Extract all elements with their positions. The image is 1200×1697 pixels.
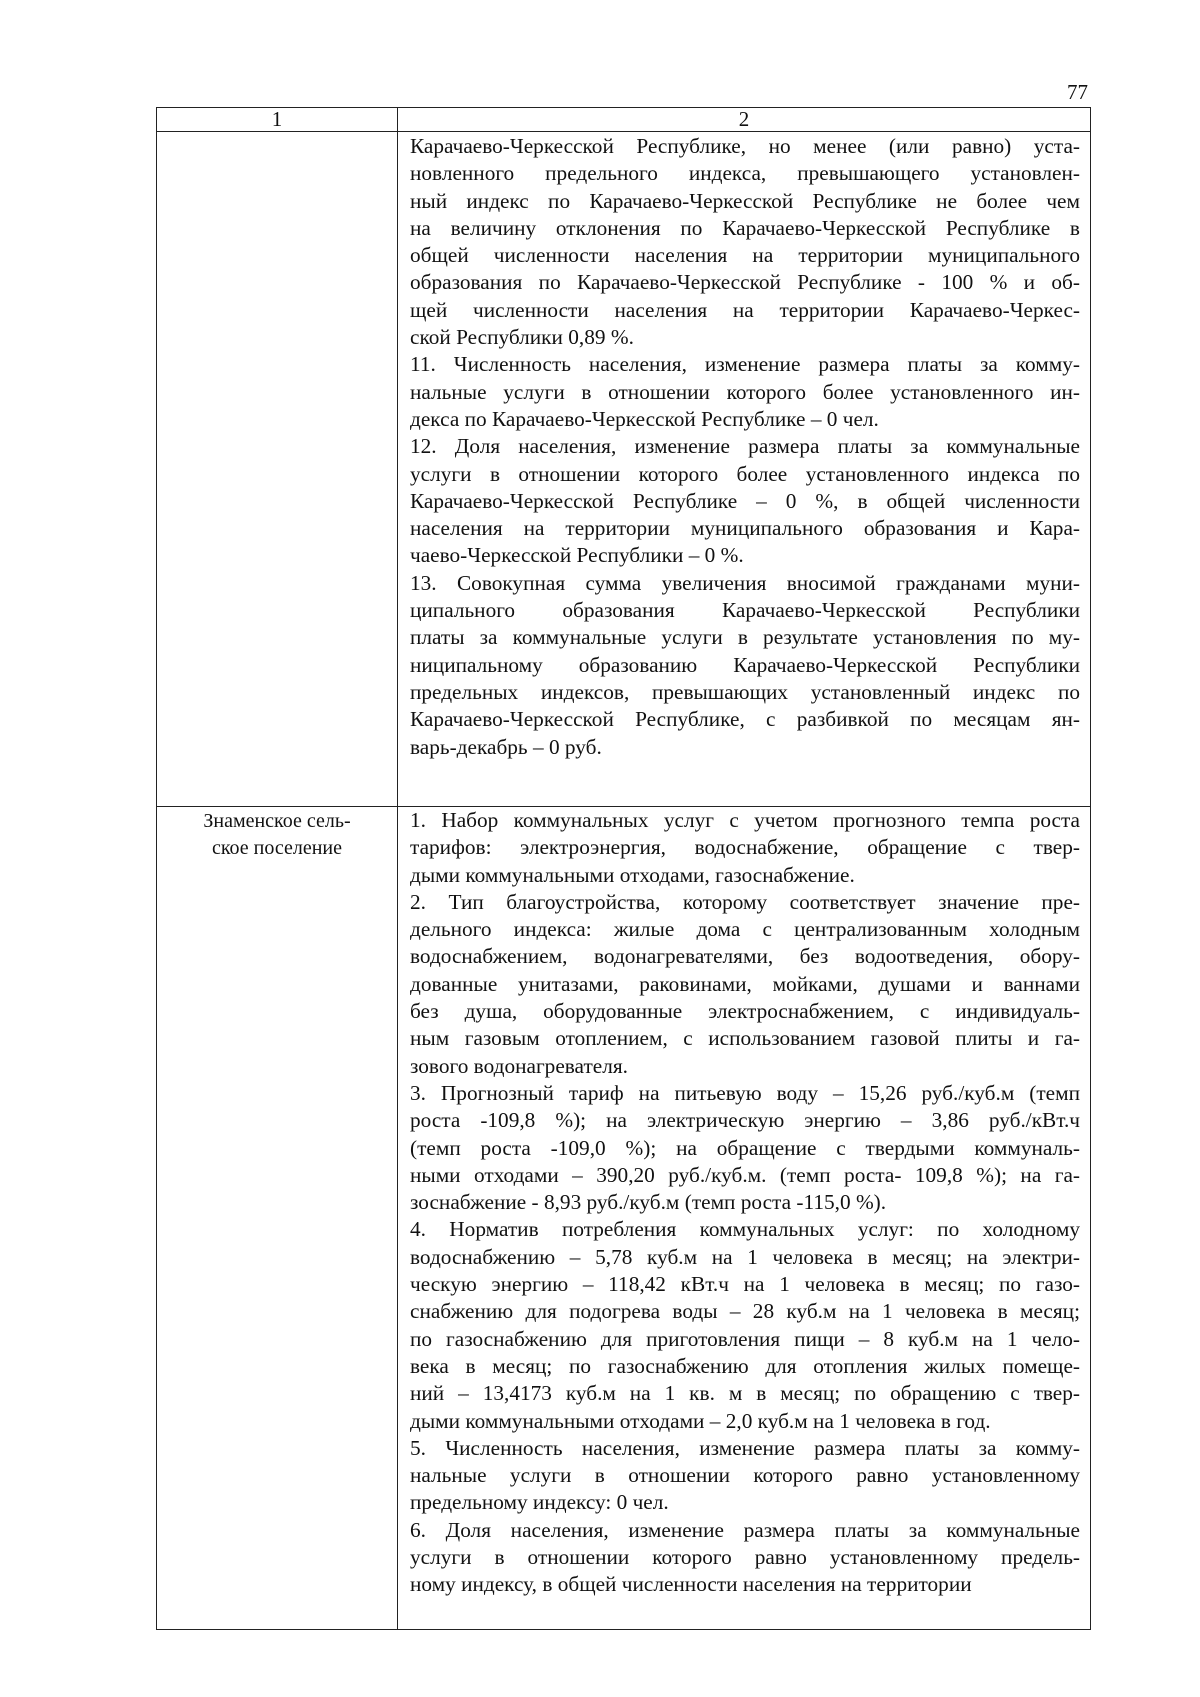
text-line: ными отходами – 390,20 руб./куб.м. (темп роста- 109,8 %); на га-: [410, 1162, 1080, 1187]
text-line: 13. Совокупная сумма увеличения вносимой гражданами муни-: [410, 570, 1080, 595]
row1-content: [410, 132, 1080, 761]
text-line: 5. Численность населения, изменение размера платы за комму-: [410, 1435, 1080, 1460]
text-line: века в месяц; по газоснабжению для отопления жилых помеще-: [410, 1353, 1080, 1378]
text-line: ному индексу, в общей численности населения на территории: [410, 1572, 972, 1597]
table-row: [157, 132, 1091, 807]
header-col-1: 1: [157, 108, 398, 132]
text-line: зового водонагревателя.: [410, 1053, 628, 1078]
paragraph: [410, 351, 1080, 433]
text-line: ческую энергию – 118,42 кВт.ч на 1 человека в месяц; по газо-: [410, 1272, 1080, 1297]
text-line: новленного предельного индекса, превышающего установлен-: [410, 161, 1080, 186]
text-line: ным газовым отоплением, с использованием газовой плиты и га-: [410, 1026, 1080, 1051]
text-line: предельному индексу: 0 чел.: [410, 1490, 669, 1515]
header-col-2: 2: [398, 108, 1091, 132]
settlement-name-cell: [157, 807, 398, 1630]
text-line: услуги в отношении которого равно установленному предель-: [410, 1545, 1080, 1570]
description-cell: [398, 132, 1091, 807]
paragraph: [410, 1080, 1080, 1216]
text-line: чаево-Черкесской Республики – 0 %.: [410, 543, 744, 568]
paragraph: [410, 807, 1080, 889]
text-line: ний – 13,4173 куб.м на 1 кв. м в месяц; по обращению с твер-: [410, 1381, 1080, 1406]
text-line: Карачаево-Черкесской Республике, но менее (или равно) уста-: [410, 134, 1080, 158]
document-table: [156, 107, 1091, 1630]
text-line: водоснабжением, водонагревателями, без водоотведения, обору-: [410, 944, 1080, 969]
text-line: щей численности населения на территории Карачаево-Черкес-: [410, 297, 1080, 322]
paragraph: [410, 889, 1080, 1080]
text-line: по газоснабжению для приготовления пищи – 8 куб.м на 1 чело-: [410, 1326, 1080, 1351]
text-line: снабжению для подогрева воды – 28 куб.м на 1 человека в месяц;: [410, 1299, 1080, 1324]
text-line: ниципальному образованию Карачаево-Черкесской Республики: [410, 652, 1080, 677]
page-number: 77: [1067, 80, 1088, 104]
text-line: декса по Карачаево-Черкесской Республике – 0 чел.: [410, 406, 879, 431]
paragraph: [410, 1517, 1080, 1599]
paragraph: [410, 133, 1080, 351]
text-line: 4. Норматив потребления коммунальных услуг: по холодному: [410, 1217, 1080, 1242]
text-line: 12. Доля населения, изменение размера платы за коммунальные: [410, 434, 1080, 459]
settlement-name-line: ское поселение: [211, 837, 343, 860]
settlement-name-cell: [157, 132, 398, 807]
text-line: 1. Набор коммунальных услуг с учетом прогнозного темпа роста: [410, 808, 1080, 832]
row2-content: [410, 807, 1080, 1599]
text-line: нальные услуги в отношении которого более установленного ин-: [410, 379, 1080, 404]
paragraph: [410, 1435, 1080, 1517]
paragraph: [410, 1216, 1080, 1434]
table-row: [157, 807, 1091, 1630]
text-line: общей численности населения на территории муниципального: [410, 243, 1080, 268]
text-line: (темп роста -109,0 %); на обращение с твердыми коммуналь-: [410, 1135, 1080, 1160]
text-line: тарифов: электроэнергия, водоснабжение, обращение с твер-: [410, 835, 1080, 860]
text-line: предельных индексов, превышающих установленный индекс по: [410, 679, 1080, 704]
text-line: дыми коммунальными отходами – 2,0 куб.м на 1 человека в год.: [410, 1408, 991, 1433]
text-line: 11. Численность населения, изменение размера платы за комму-: [410, 352, 1080, 377]
text-line: варь-декабрь – 0 руб.: [410, 734, 602, 759]
text-line: дованные унитазами, раковинами, мойками, душами и ваннами: [410, 971, 1080, 996]
text-line: водоснабжению – 5,78 куб.м на 1 человека в месяц; на электри-: [410, 1244, 1080, 1269]
text-line: ный индекс по Карачаево-Черкесской Республике не более чем: [410, 188, 1080, 213]
text-line: нальные услуги в отношении которого равно установленному: [410, 1463, 1080, 1488]
paragraph: [410, 433, 1080, 569]
settlement-name-line: Знаменское сель-: [203, 810, 351, 832]
table-header-row: [157, 108, 1091, 132]
text-line: образования по Карачаево-Черкесской Республике - 100 % и об-: [410, 270, 1080, 295]
text-line: Карачаево-Черкесской Республике, с разбивкой по месяцам ян-: [410, 707, 1080, 732]
description-cell: [398, 807, 1091, 1630]
text-line: населения на территории муниципального образования и Кара-: [410, 516, 1080, 541]
text-line: Карачаево-Черкесской Республике – 0 %, в общей численности: [410, 488, 1080, 513]
text-line: дельного индекса: жилые дома с централизованным холодным: [410, 917, 1080, 942]
text-line: 2. Тип благоустройства, которому соответствует значение пре-: [410, 889, 1080, 914]
text-line: 3. Прогнозный тариф на питьевую воду – 15,26 руб./куб.м (темп: [410, 1080, 1080, 1105]
text-line: услуги в отношении которого более установленного индекса по: [410, 461, 1080, 486]
text-line: 6. Доля населения, изменение размера платы за коммунальные: [410, 1517, 1080, 1542]
text-line: дыми коммунальными отходами, газоснабжение.: [410, 862, 855, 887]
paragraph: [410, 570, 1080, 761]
text-line: без душа, оборудованные электроснабжением, с индивидуаль-: [410, 999, 1080, 1024]
text-line: зоснабжение - 8,93 руб./куб.м (темп роста -115,0 %).: [410, 1190, 887, 1215]
text-line: роста -109,8 %); на электрическую энергию – 3,86 руб./кВт.ч: [410, 1108, 1080, 1133]
text-line: платы за коммунальные услуги в результате установления по му-: [410, 625, 1080, 650]
text-line: ципального образования Карачаево-Черкесской Республики: [410, 598, 1080, 623]
text-line: ской Республики 0,89 %.: [410, 325, 634, 350]
text-line: на величину отклонения по Карачаево-Черкесской Республике в: [410, 215, 1080, 240]
